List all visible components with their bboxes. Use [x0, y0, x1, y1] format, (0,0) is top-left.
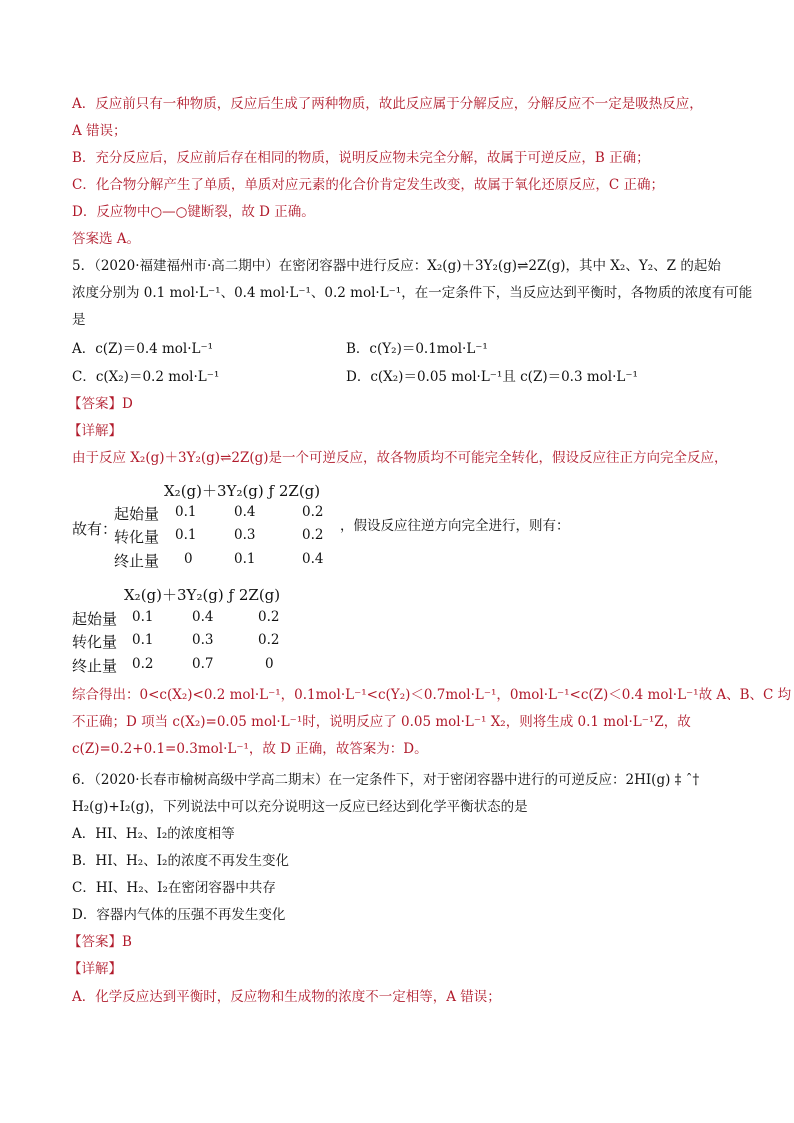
table1-row2-v2: 0.3: [234, 527, 256, 543]
q5-detail-line1: 由于反应 X₂(g)＋3Y₂(g)⇌2Z(g)是一个可逆反应，故各物质均不可能完全转化，假设反应往正方向完全反应，: [72, 450, 728, 466]
table2-row3-v2: 0.7: [192, 656, 214, 672]
table2-row1-v3: 0.2: [258, 609, 280, 625]
q6-option-b: B．HI、H₂、I₂的浓度不再发生变化: [72, 853, 289, 869]
table2-row3-v3: 0: [265, 656, 274, 672]
table2-row2-v1: 0.1: [132, 632, 154, 648]
solution-c: C．化合物分解产生了单质，单质对应元素的化合价肯定发生改变，故属于氧化还原反应，C 正确；: [72, 177, 664, 193]
table1-row2-v3: 0.2: [302, 527, 324, 543]
table2-row2-v2: 0.3: [192, 632, 214, 648]
table1-row3-v2: 0.1: [234, 551, 256, 567]
q5-summary-line3: c(Z)=0.2+0.1=0.3mol·L⁻¹，故 D 正确，故答案为：D。: [72, 741, 428, 757]
solution-d: D．反应物中○—○键断裂，故 D 正确。: [72, 204, 315, 220]
q6-stem-line1: 6．（2020·长春市榆树高级中学高二期末）在一定条件下，对于密闭容器中进行的可逆反应：2HI(g) ‡ ˆ†: [72, 772, 700, 788]
solution-a-line2: A 错误；: [72, 123, 127, 139]
q6-answer-label: 【答案】B: [68, 934, 132, 950]
reverse-direction-text: ，假设反应往逆方向完全进行，则有：: [340, 518, 570, 534]
table1-header: X₂(g)＋3Y₂(g) ƒ 2Z(g): [164, 482, 321, 500]
table2-row3-label: 终止量: [72, 657, 118, 675]
solution-a-line1: A．反应前只有一种物质，反应后生成了两种物质，故此反应属于分解反应，分解反应不一定是吸热反应，: [72, 96, 703, 112]
table1-row2-label: 转化量: [114, 528, 160, 546]
table2-row1-v2: 0.4: [192, 609, 214, 625]
q5-answer-label: 【答案】D: [68, 396, 133, 412]
q5-option-b: B．c(Y₂)＝0.1mol·L⁻¹: [346, 341, 488, 357]
q5-stem-line2: 浓度分别为 0.1 mol·L⁻¹、0.4 mol·L⁻¹、0.2 mol·L⁻¹，在一定条件下，当反应达到平衡时，各物质的浓度有可能: [72, 285, 753, 301]
q6-detail-label: 【详解】: [68, 961, 122, 977]
q6-option-d: D．容器内气体的压强不再发生变化: [72, 907, 286, 923]
q6-option-a: A．HI、H₂、I₂的浓度相等: [72, 826, 235, 842]
table2-row2-label: 转化量: [72, 633, 118, 651]
q6-stem-line2: H₂(g)+I₂(g)，下列说法中可以充分说明这一反应已经达到化学平衡状态的是: [72, 799, 528, 815]
q5-option-d: D．c(X₂)＝0.05 mol·L⁻¹且 c(Z)＝0.3 mol·L⁻¹: [346, 369, 638, 385]
q5-option-a: A．c(Z)＝0.4 mol·L⁻¹: [72, 341, 214, 357]
table1-row3-label: 终止量: [114, 552, 160, 570]
q6-detail-a: A．化学反应达到平衡时，反应物和生成物的浓度不一定相等，A 错误；: [72, 989, 501, 1005]
q5-summary-line1: 综合得出：0<c(X₂)<0.2 mol·L⁻¹，0.1mol·L⁻¹<c(Y₂)＜0.7mol·L⁻¹，0mol·L⁻¹<c(Z)＜0.4 mol·L⁻¹故 A、B、C 均: [72, 687, 792, 703]
table2-row1-v1: 0.1: [132, 609, 154, 625]
forward-reaction-table: [72, 478, 372, 574]
q5-option-c: C．c(X₂)＝0.2 mol·L⁻¹: [72, 369, 220, 385]
solution-answer: 答案选 A。: [72, 231, 141, 247]
q5-stem-line3: 是: [72, 312, 86, 328]
table1-row1-v3: 0.2: [302, 504, 324, 520]
table1-row3-v3: 0.4: [302, 551, 324, 567]
table1-row1-label: 起始量: [114, 505, 160, 523]
solution-b: B．充分反应后，反应前后存在相同的物质，说明反应物未完全分解，故属于可逆反应，B 正确；: [72, 150, 650, 166]
q6-option-c: C．HI、H₂、I₂在密闭容器中共存: [72, 880, 276, 896]
table1-row3-v1: 0: [184, 551, 193, 567]
q5-detail-label: 【详解】: [68, 423, 122, 439]
table2-row2-v3: 0.2: [258, 632, 280, 648]
table2-row3-v1: 0.2: [132, 656, 154, 672]
table1-row2-v1: 0.1: [175, 527, 197, 543]
table1-row1-v2: 0.4: [234, 504, 256, 520]
table2-row1-label: 起始量: [72, 610, 118, 628]
table1-row1-v1: 0.1: [175, 504, 197, 520]
reverse-reaction-table: [72, 584, 372, 680]
q5-stem-line1: 5．（2020·福建福州市·高二期中）在密闭容器中进行反应：X₂(g)＋3Y₂(g)⇌2Z(g)，其中 X₂、Y₂、Z 的起始: [72, 258, 721, 274]
q5-summary-line2: 不正确；D 项当 c(X₂)=0.05 mol·L⁻¹时，说明反应了 0.05 mol·L⁻¹ X₂，则将生成 0.1 mol·L⁻¹Z，故: [72, 714, 691, 730]
table1-guyou-label: 故有：: [72, 520, 118, 538]
table2-header: X₂(g)＋3Y₂(g) ƒ 2Z(g): [124, 586, 281, 604]
